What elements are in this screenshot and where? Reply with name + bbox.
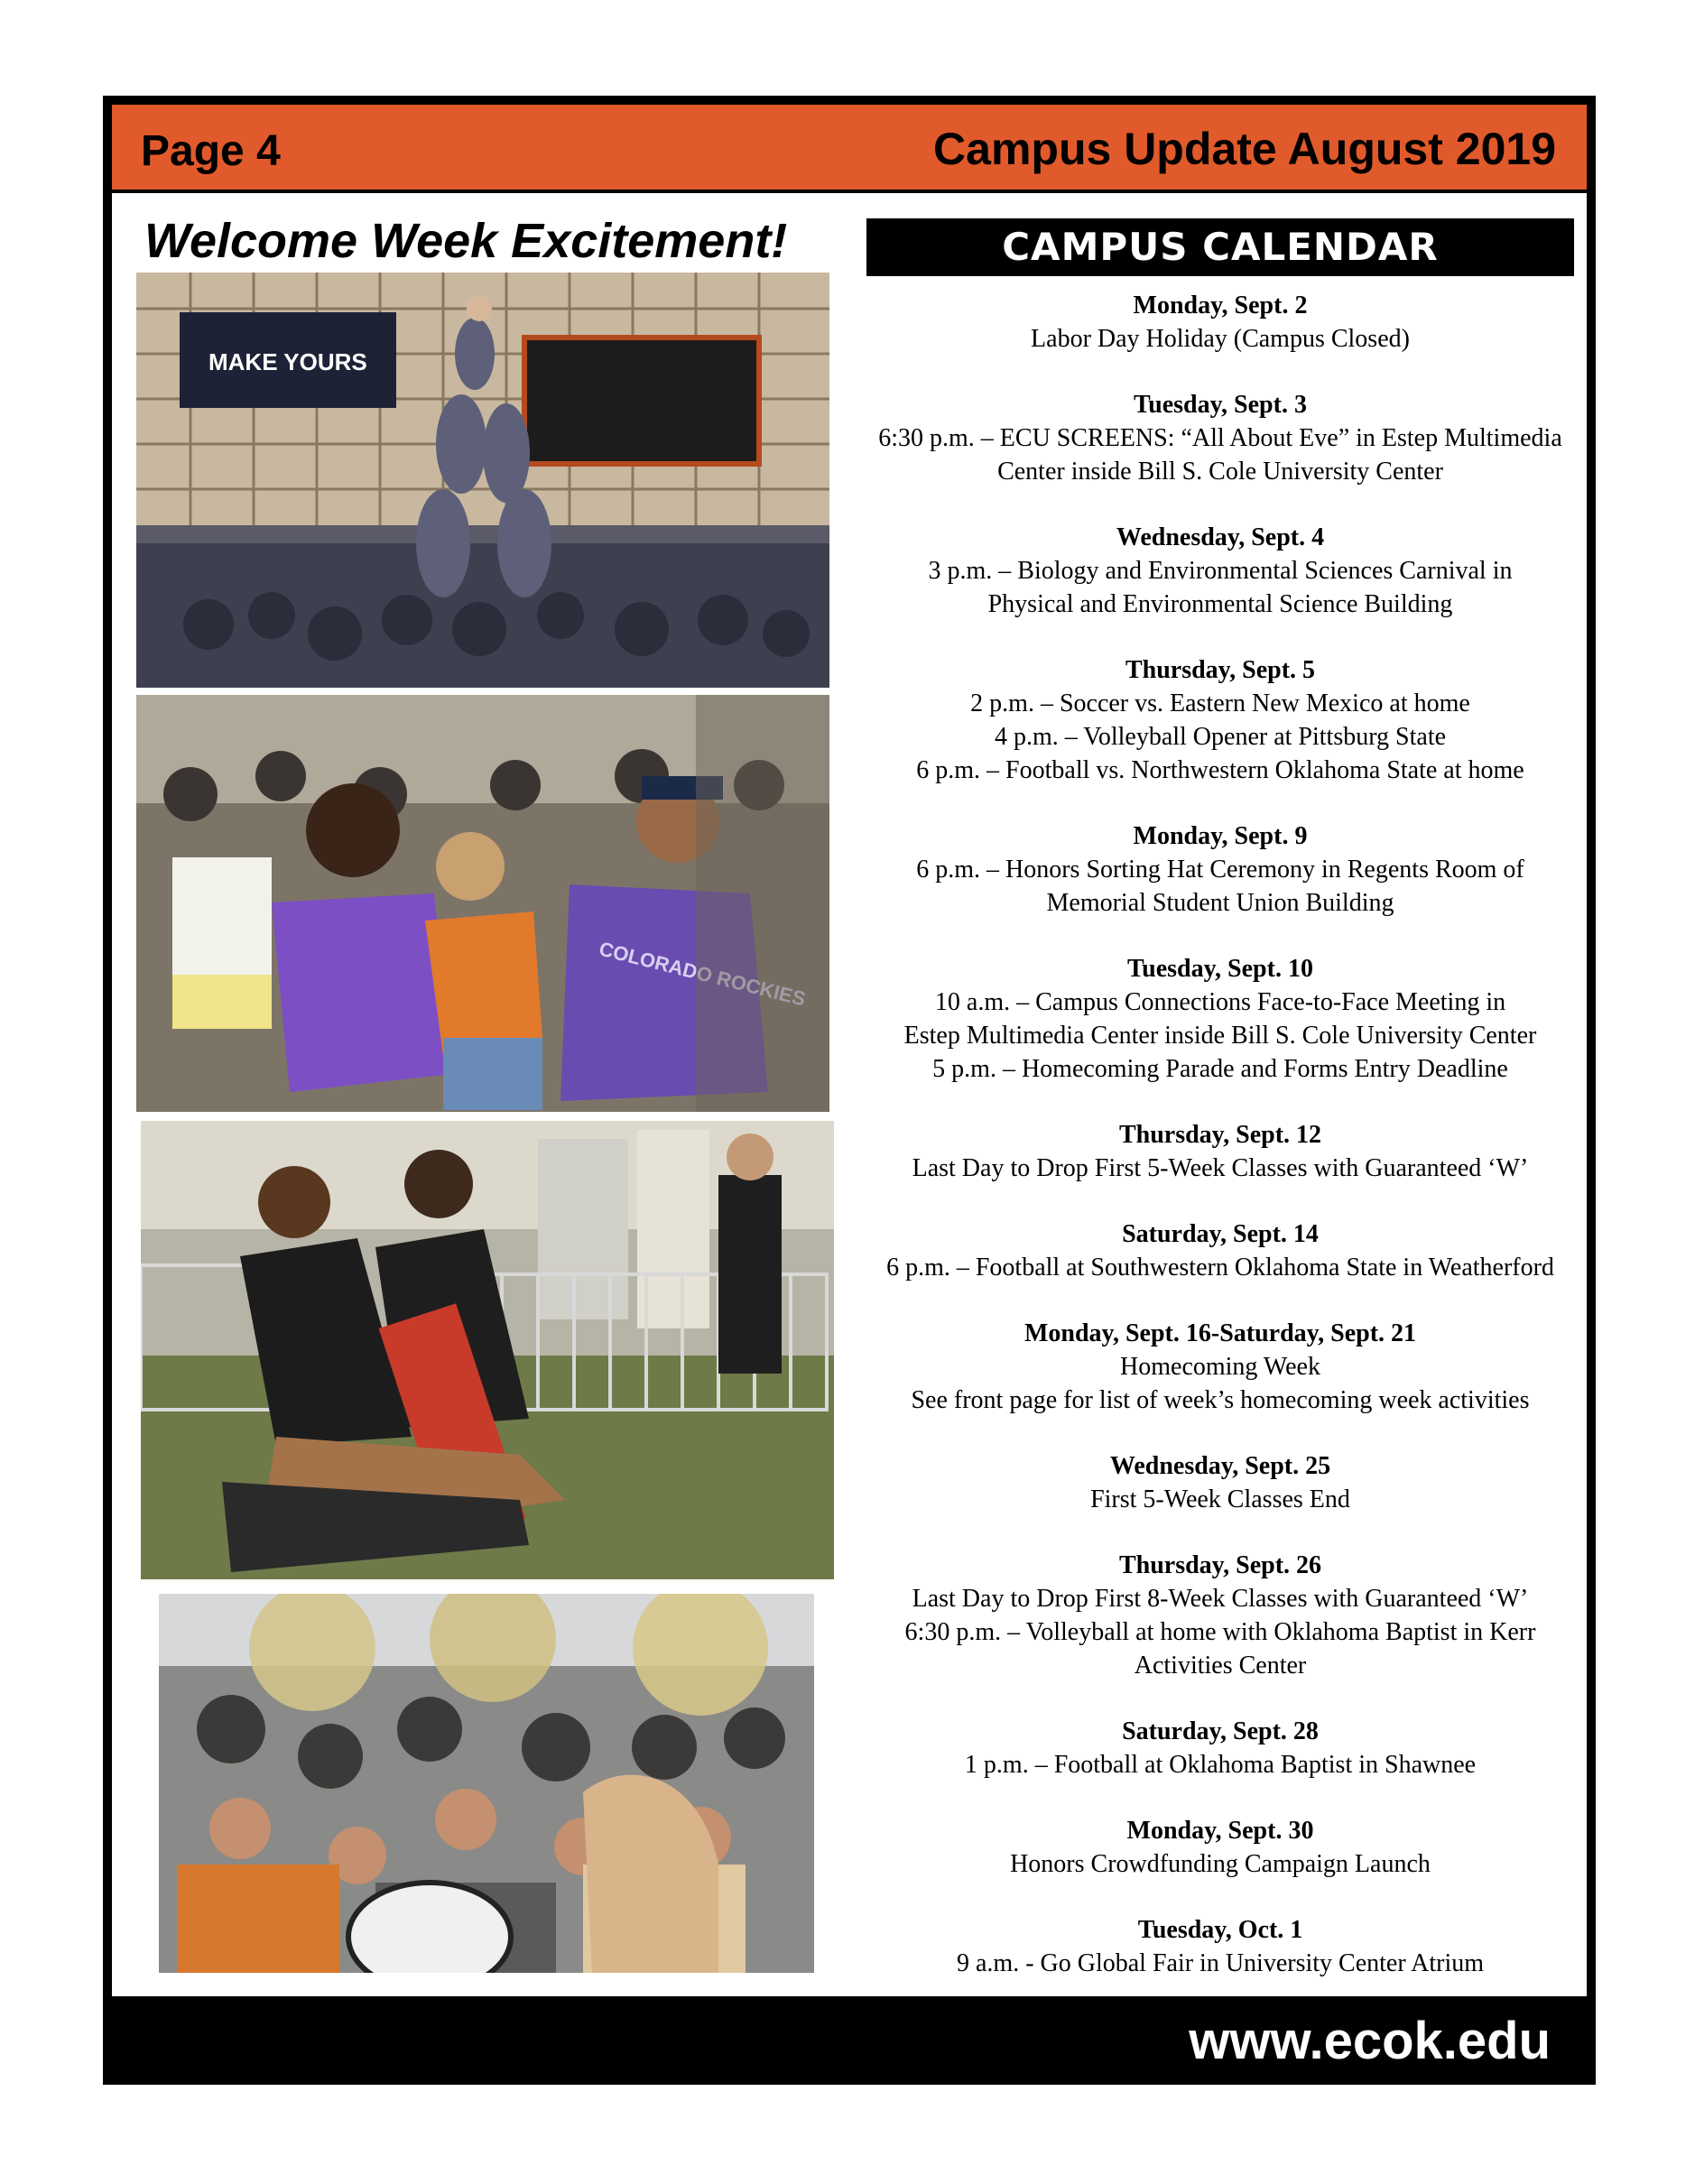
page-number: Page 4 (141, 127, 281, 175)
calendar-event-line: 6:30 p.m. – Volleyball at home with Oklahoma Baptist in Kerr (904, 1618, 1536, 1646)
campus-calendar-heading: CAMPUS CALENDAR (866, 218, 1574, 276)
photo-cheerleaders (136, 273, 829, 688)
newsletter-page (103, 96, 1596, 2085)
calendar-event-line: Labor Day Holiday (Campus Closed) (1031, 325, 1410, 353)
calendar-event-line: Homecoming Week (1120, 1353, 1320, 1381)
calendar-event-line: See front page for list of week’s homecoming week activities (911, 1386, 1530, 1414)
calendar-date: Tuesday, Sept. 3 (1134, 391, 1307, 419)
calendar-event-line: Memorial Student Union Building (1046, 889, 1394, 917)
calendar-entry (861, 1549, 1579, 1682)
calendar-event-line: 9 a.m. - Go Global Fair in University Center Atrium (956, 1949, 1485, 1977)
calendar-entry (861, 1317, 1579, 1417)
calendar-date: Wednesday, Sept. 4 (1116, 523, 1325, 551)
calendar-entry (861, 289, 1579, 356)
photo1-banner-text: MAKE YOURS (208, 348, 367, 375)
calendar-event-line: Last Day to Drop First 5-Week Classes with Guaranteed ‘W’ (912, 1154, 1529, 1182)
calendar-event-line: 1 p.m. – Football at Oklahoma Baptist in Shawnee (964, 1751, 1477, 1779)
calendar-entry (861, 1217, 1579, 1284)
calendar-date: Tuesday, Sept. 10 (1127, 955, 1313, 983)
calendar-entry (861, 1913, 1579, 1980)
calendar-date: Thursday, Sept. 12 (1118, 1121, 1322, 1149)
calendar-date: Thursday, Sept. 26 (1118, 1551, 1322, 1579)
photo-dancing-students (136, 695, 829, 1112)
calendar-entry (861, 819, 1579, 920)
calendar-date: Thursday, Sept. 5 (1125, 656, 1316, 684)
publication-title: Campus Update August 2019 (933, 124, 1556, 174)
calendar-event-line: Honors Crowdfunding Campaign Launch (1010, 1850, 1431, 1878)
calendar-date: Monday, Sept. 16-Saturday, Sept. 21 (1023, 1319, 1417, 1347)
calendar-event-line: 6:30 p.m. – ECU SCREENS: “All About Eve” in Estep Multimedia (878, 424, 1562, 452)
calendar-event-line: 5 p.m. – Homecoming Parade and Forms Entry Deadline (932, 1055, 1508, 1083)
calendar-date: Monday, Sept. 30 (1126, 1817, 1314, 1845)
calendar-event-line: Center inside Bill S. Cole University Center (997, 458, 1443, 486)
calendar-event-line: Activities Center (1134, 1652, 1307, 1680)
calendar-entry (861, 653, 1579, 787)
calendar-date: Saturday, Sept. 28 (1122, 1717, 1319, 1745)
calendar-date: Monday, Sept. 9 (1133, 822, 1308, 850)
calendar-entry (861, 952, 1579, 1086)
calendar-event-line: 4 p.m. – Volleyball Opener at Pittsburg State (994, 723, 1447, 751)
calendar-event-line: Estep Multimedia Center inside Bill S. Cole University Center (903, 1022, 1537, 1050)
calendar-date: Wednesday, Sept. 25 (1109, 1452, 1331, 1480)
photo-marching-band (159, 1594, 814, 1973)
calendar-entry (861, 521, 1579, 621)
calendar-entry (861, 1814, 1579, 1881)
campus-calendar (861, 289, 1579, 2013)
header-bar (112, 105, 1587, 193)
calendar-event-line: First 5-Week Classes End (1090, 1485, 1350, 1513)
photo-tricycle-race (141, 1121, 834, 1579)
calendar-entry (861, 1715, 1579, 1781)
calendar-event-line: 6 p.m. – Honors Sorting Hat Ceremony in Regents Room of (916, 856, 1524, 884)
calendar-date: Saturday, Sept. 14 (1122, 1220, 1319, 1248)
calendar-entry (861, 1118, 1579, 1185)
website-url[interactable]: www.ecok.edu (1189, 2012, 1551, 2070)
calendar-date: Monday, Sept. 2 (1133, 292, 1308, 319)
photo2-shirt-text: COLORADO (597, 937, 715, 987)
calendar-entry (861, 1449, 1579, 1516)
calendar-event-line: 2 p.m. – Soccer vs. Eastern New Mexico at home (970, 689, 1470, 717)
footer-bar (112, 1996, 1587, 2085)
calendar-event-line: 10 a.m. – Campus Connections Face-to-Face Meeting in (934, 988, 1506, 1016)
calendar-event-line: 3 p.m. – Biology and Environmental Sciences Carnival in (928, 557, 1513, 585)
calendar-event-line: 6 p.m. – Football vs. Northwestern Oklahoma State at home (916, 756, 1524, 784)
calendar-entry (861, 388, 1579, 488)
calendar-event-line: Physical and Environmental Science Building (987, 590, 1453, 618)
welcome-week-title: Welcome Week Excitement! (144, 214, 788, 268)
calendar-event-line: 6 p.m. – Football at Southwestern Oklahoma State in Weatherford (886, 1254, 1554, 1282)
calendar-date: Tuesday, Oct. 1 (1137, 1916, 1303, 1944)
calendar-event-line: Last Day to Drop First 8-Week Classes with Guaranteed ‘W’ (912, 1585, 1529, 1613)
